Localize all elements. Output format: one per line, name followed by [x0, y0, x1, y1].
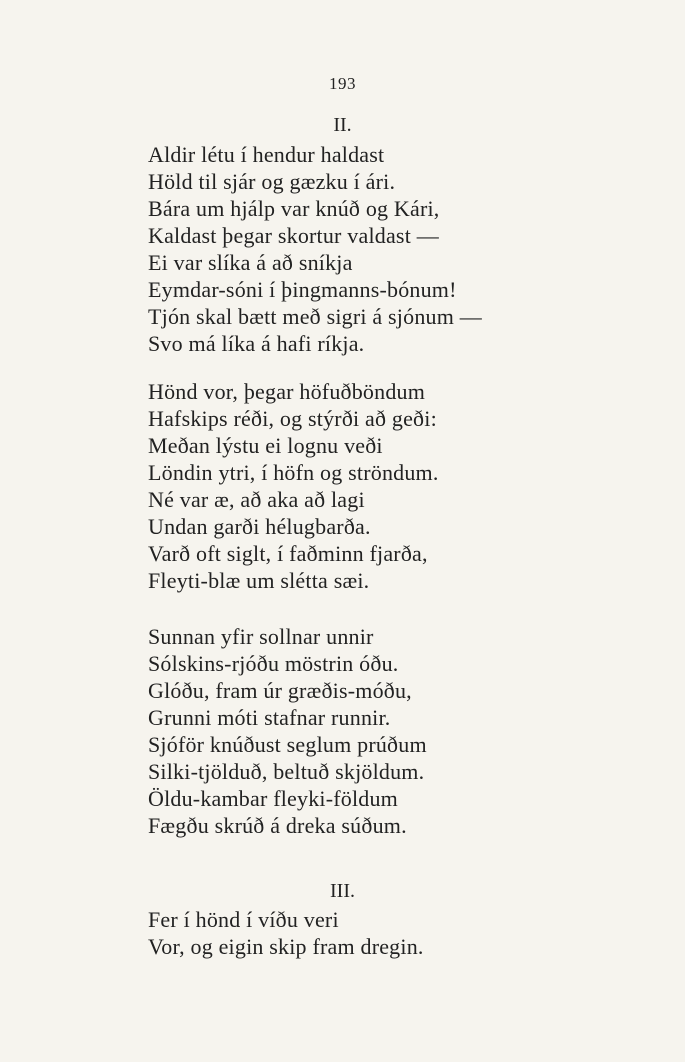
verse-line: Eymdar-sóni í þingmanns-bónum!	[148, 277, 457, 302]
verse-line: Né var æ, að aka að lagi	[148, 487, 365, 512]
verse-line: Kaldast þegar skortur valdast —	[148, 223, 439, 248]
stanza-3	[148, 623, 668, 839]
verse-line: Sólskins-rjóðu möstrin óðu.	[148, 651, 399, 676]
verse-line: Bára um hjálp var knúð og Kári,	[148, 196, 440, 221]
section-heading-iii: III.	[330, 880, 355, 902]
verse-line: Svo má líka á hafi ríkja.	[148, 331, 365, 356]
verse-line: Öldu-kambar fleyki-földum	[148, 786, 398, 811]
verse-line: Grunni móti stafnar runnir.	[148, 705, 391, 730]
page-number: 193	[329, 74, 356, 93]
stanza-1	[148, 141, 668, 357]
verse-line: Silki-tjölduð, beltuð skjöldum.	[148, 759, 425, 784]
verse-line: Fleyti-blæ um slétta sæi.	[148, 568, 370, 593]
verse-line: Undan garði hélugbarða.	[148, 514, 371, 539]
stanza-2	[148, 378, 668, 594]
verse-line: Sjóför knúðust seglum prúðum	[148, 732, 427, 757]
verse-line: Ei var slíka á að sníkja	[148, 250, 353, 275]
verse-line: Löndin ytri, í höfn og ströndum.	[148, 460, 439, 485]
verse-line: Varð oft siglt, í faðminn fjarða,	[148, 541, 428, 566]
verse-line: Hafskips réði, og stýrði að geði:	[148, 406, 437, 431]
verse-line: Glóðu, fram úr græðis-móðu,	[148, 678, 412, 703]
verse-line: Vor, og eigin skip fram dregin.	[148, 934, 424, 959]
verse-line: Sunnan yfir sollnar unnir	[148, 624, 374, 649]
stanza-4	[148, 906, 668, 960]
verse-line: Höld til sjár og gæzku í ári.	[148, 169, 396, 194]
verse-line: Tjón skal bætt með sigri á sjónum —	[148, 304, 482, 329]
verse-line: Meðan lýstu ei lognu veði	[148, 433, 383, 458]
section-heading-ii: II.	[333, 114, 352, 136]
verse-line: Aldir létu í hendur haldast	[148, 142, 385, 167]
verse-line: Hönd vor, þegar höfuðböndum	[148, 379, 426, 404]
verse-line: Fægðu skrúð á dreka súðum.	[148, 813, 407, 838]
verse-line: Fer í hönd í víðu veri	[148, 907, 339, 932]
